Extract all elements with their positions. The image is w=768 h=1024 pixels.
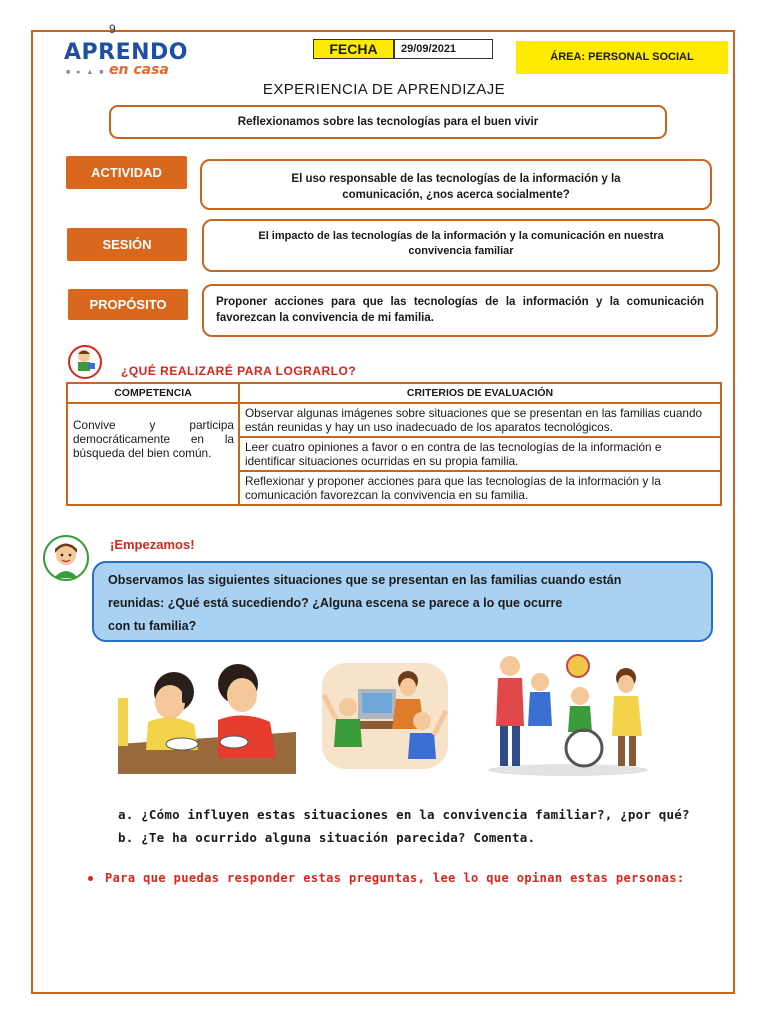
table-row: [67, 403, 721, 437]
logo-sub-text: en casa: [109, 62, 169, 78]
actividad-line-2: comunicación, ¿nos acerca socialmente?: [342, 189, 570, 201]
sesion-line-2: convivencia familiar: [408, 245, 514, 257]
prompt-line-1: Observamos las siguientes situaciones que se presentan en las familias cuando están: [108, 573, 622, 587]
sesion-label: SESIÓN: [67, 228, 187, 261]
realizare-heading: ¿QUÉ REALIZARÉ PARA LOGRARLO?: [121, 364, 357, 378]
actividad-box: [200, 159, 712, 210]
instruction-text: Para que puedas responder estas preguntas, lee lo que opinan estas personas:: [105, 871, 685, 885]
fecha-value: 29/09/2021: [394, 39, 493, 59]
actividad-line-1: El uso responsable de las tecnologías de la información y la: [291, 173, 621, 185]
question-list: [118, 803, 690, 849]
child-reading-icon: [64, 344, 106, 380]
proposito-box: Proponer acciones para que las tecnologías de la información y la comunicación favorezcan la convivencia de mi familia.: [202, 284, 718, 337]
sesion-box: [202, 219, 720, 272]
empezamos-heading: ¡Empezamos!: [110, 537, 195, 552]
bullet-icon: [88, 876, 93, 881]
topic-box: Reflexionamos sobre las tecnologías para el buen vivir: [109, 105, 667, 139]
column-header-competencia: COMPETENCIA: [67, 383, 239, 403]
criterio-cell-3: Reflexionar y proponer acciones para que las tecnologías de la información y la comunicación favorezcan la convivencia en su familia.: [239, 471, 721, 505]
proposito-label: PROPÓSITO: [68, 289, 188, 320]
table-header-row: [67, 383, 721, 403]
page-number: 9: [109, 22, 116, 36]
observation-prompt-box: [92, 561, 713, 642]
fecha-label: FECHA: [313, 39, 394, 59]
criteria-table: [66, 382, 722, 506]
criterio-cell-1: Observar algunas imágenes sobre situaciones que se presentan en las familias cuando están reunidas y hay un uso inadecuado de los aparatos tecnológicos.: [239, 403, 721, 437]
smiling-child-icon: [42, 534, 90, 582]
column-header-criterios: CRITERIOS DE EVALUACIÓN: [239, 383, 721, 403]
family-playing-ball-illustration: [484, 652, 649, 776]
family-eating-with-phone-illustration: [118, 662, 296, 774]
page-title: EXPERIENCIA DE APRENDIZAJE: [262, 81, 506, 98]
sesion-line-1: El impacto de las tecnologías de la información y la comunicación en nuestra: [258, 230, 664, 242]
question-b: b. ¿Te ha ocurrido alguna situación parecida? Comenta.: [118, 830, 536, 845]
question-a: a. ¿Cómo influyen estas situaciones en la convivencia familiar?, ¿por qué?: [118, 807, 690, 822]
prompt-line-3: con tu familia?: [108, 619, 197, 633]
actividad-label: ACTIVIDAD: [66, 156, 187, 189]
competencia-cell: Convive y participa democráticamente en la búsqueda del bien común.: [67, 403, 239, 505]
logo-main-text: APRENDO: [64, 40, 188, 65]
logo-shapes: ■ ● ▲ ■: [66, 69, 106, 76]
prompt-line-2: reunidas: ¿Qué está sucediendo? ¿Alguna escena se parece a lo que ocurre: [108, 596, 563, 610]
children-at-computer-illustration: [318, 659, 452, 773]
criterio-cell-2: Leer cuatro opiniones a favor o en contra de las tecnologías de la información e identificar situaciones ocurridas en su propia familia.: [239, 437, 721, 471]
aprendo-en-casa-logo: [64, 40, 188, 82]
instruction-bullet: [88, 871, 684, 885]
area-badge: ÁREA: PERSONAL SOCIAL: [516, 41, 728, 74]
